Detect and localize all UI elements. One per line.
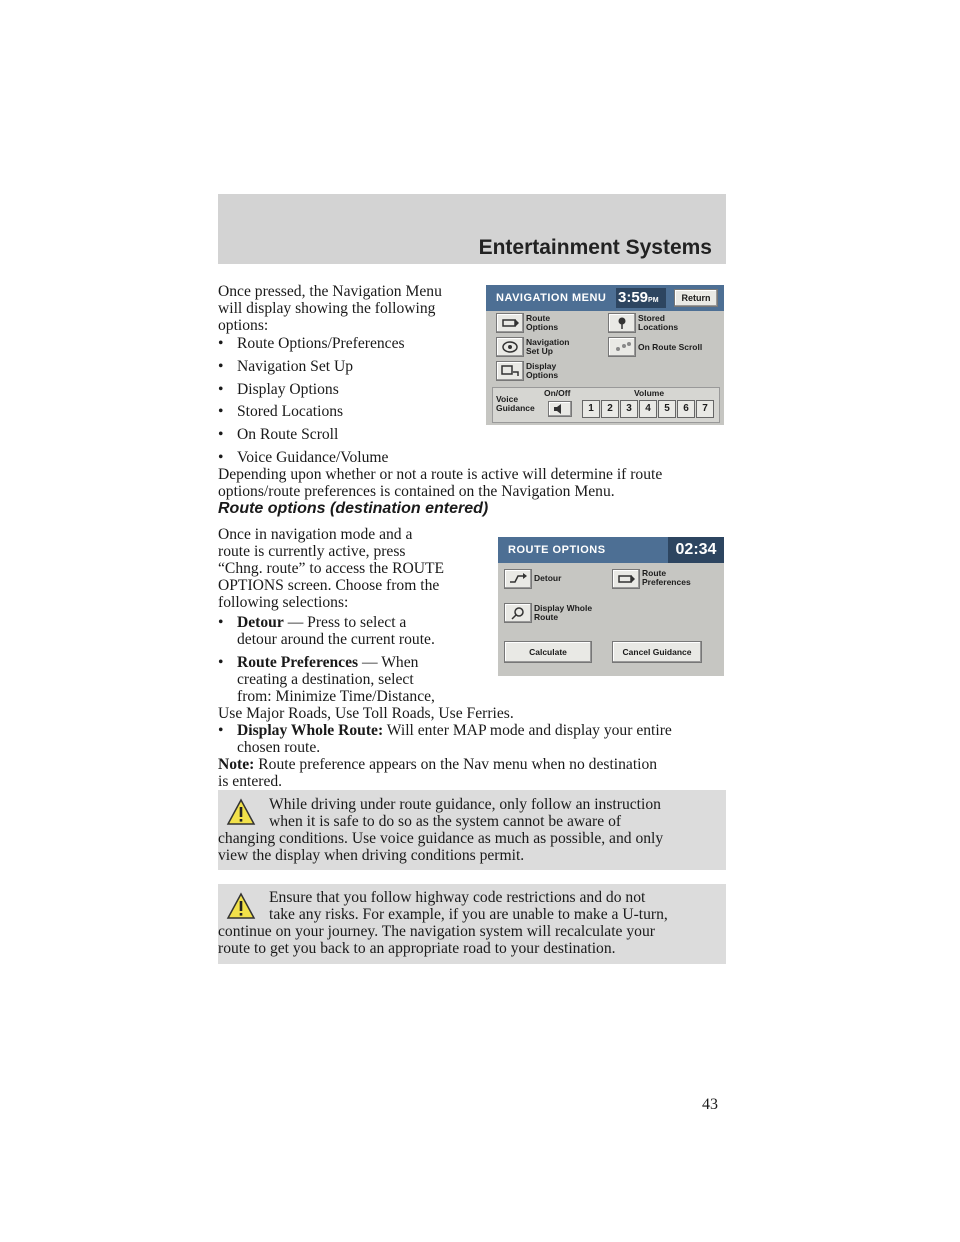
route-clock: 02:34	[668, 537, 724, 563]
display-options-label: Display Options	[526, 361, 559, 380]
calculate-button[interactable]: Calculate	[504, 641, 592, 663]
setup-icon	[497, 338, 523, 356]
warning-1-line-4: view the display when driving conditions permit.	[218, 847, 525, 864]
intro-para-2: options/route preferences is contained on the Navigation Menu.	[218, 483, 615, 500]
route-arrow-icon	[613, 570, 639, 588]
route-preferences-button[interactable]	[612, 569, 640, 589]
display-whole-route-button[interactable]	[504, 603, 532, 623]
warning-2-line-1: Ensure that you follow highway code restrictions and do not	[269, 889, 646, 906]
volume-7-button[interactable]: 7	[696, 400, 714, 418]
route-options-label: Route Options	[526, 313, 559, 332]
navigation-setup-button[interactable]	[496, 337, 524, 357]
page-number: 43	[702, 1096, 718, 1113]
route-options-button[interactable]	[496, 313, 524, 333]
section-title: Entertainment Systems	[478, 236, 712, 259]
route-pref-wrap: Use Major Roads, Use Toll Roads, Use Ferries.	[218, 705, 514, 722]
warning-icon	[226, 798, 256, 826]
display-icon	[497, 362, 523, 380]
route-options-heading: Route options (destination entered)	[218, 500, 489, 517]
detour-label: Detour	[534, 573, 562, 583]
pin-icon	[609, 314, 635, 332]
route-para-4: OPTIONS screen. Choose from the	[218, 577, 440, 594]
on-off-label: On/Off	[544, 388, 571, 398]
detour-icon	[505, 570, 531, 588]
route-options-title: ROUTE OPTIONS	[498, 537, 668, 563]
route-para-3: “Chng. route” to access the ROUTE	[218, 560, 445, 577]
route-preferences-label: Route Preferences	[642, 568, 691, 587]
navigation-setup-label: Navigation Set Up	[526, 337, 570, 356]
note-line-1: Note: Route preference appears on the Nav menu when no destination	[218, 756, 658, 773]
stored-locations-label: Stored Locations	[638, 313, 679, 332]
nav-clock: 3:59PM	[616, 288, 666, 308]
warning-box	[218, 790, 726, 870]
note-line-2: is entered.	[218, 773, 283, 790]
speaker-icon	[549, 402, 571, 416]
warning-box	[218, 884, 726, 964]
volume-6-button[interactable]: 6	[677, 400, 695, 418]
warning-2-line-4: route to get you back to an appropriate road to your destination.	[218, 940, 616, 957]
navigation-menu-screenshot	[486, 285, 724, 425]
route-pref-cont-1: creating a destination, select	[237, 671, 414, 688]
scroll-icon	[609, 338, 635, 356]
volume-4-button[interactable]: 4	[639, 400, 657, 418]
intro-line-1: Once pressed, the Navigation Menu	[218, 283, 442, 300]
route-para-2: route is currently active, press	[218, 543, 406, 560]
volume-5-button[interactable]: 5	[658, 400, 676, 418]
detour-button[interactable]	[504, 569, 532, 589]
volume-1-button[interactable]: 1	[582, 400, 600, 418]
route-pref-cont-2: from: Minimize Time/Distance,	[237, 688, 435, 705]
on-route-scroll-button[interactable]	[608, 337, 636, 357]
magnifier-icon	[505, 604, 531, 622]
route-para-1: Once in navigation mode and a	[218, 526, 413, 543]
warning-1-line-2: when it is safe to do so as the system cannot be aware of	[269, 813, 622, 830]
detour-cont: detour around the current route.	[237, 631, 435, 648]
warning-1-line-1: While driving under route guidance, only follow an instruction	[269, 796, 661, 813]
route-options-screenshot	[498, 537, 724, 676]
intro-line-2: will display showing the following	[218, 300, 436, 317]
warning-icon	[226, 892, 256, 920]
nav-menu-title: NAVIGATION MENU	[486, 285, 616, 311]
return-button[interactable]: Return	[674, 289, 718, 307]
intro-para-1: Depending upon whether or not a route is active will determine if route	[218, 466, 663, 483]
route-para-5: following selections:	[218, 594, 349, 611]
volume-2-button[interactable]: 2	[601, 400, 619, 418]
stored-locations-button[interactable]	[608, 313, 636, 333]
warning-1-line-3: changing conditions. Use voice guidance as much as possible, and only	[218, 830, 664, 847]
volume-3-button[interactable]: 3	[620, 400, 638, 418]
voice-toggle-button[interactable]	[548, 401, 572, 417]
display-whole-cont: chosen route.	[237, 739, 321, 756]
cancel-guidance-button[interactable]: Cancel Guidance	[612, 641, 702, 663]
volume-label: Volume	[634, 388, 665, 398]
display-options-button[interactable]	[496, 361, 524, 381]
voice-guidance-label: Voice Guidance	[496, 394, 535, 413]
on-route-scroll-label: On Route Scroll	[638, 342, 703, 352]
warning-2-line-2: take any risks. For example, if you are unable to make a U-turn,	[269, 906, 668, 923]
intro-line-3: options:	[218, 317, 269, 334]
warning-2-line-3: continue on your journey. The navigation system will recalculate your	[218, 923, 655, 940]
section-header	[218, 194, 726, 264]
route-arrow-icon	[497, 314, 523, 332]
display-whole-route-label: Display Whole Route	[534, 603, 593, 622]
